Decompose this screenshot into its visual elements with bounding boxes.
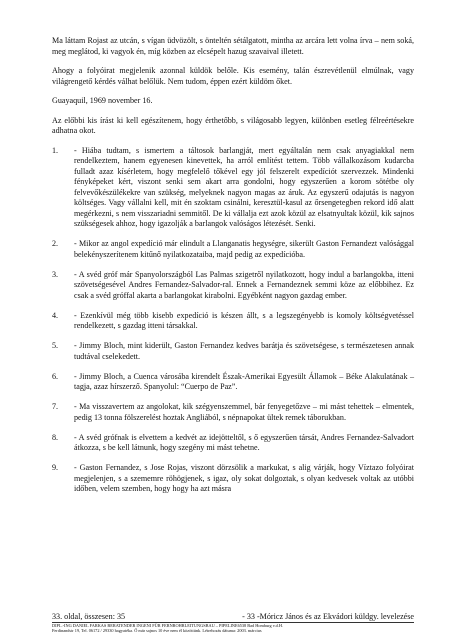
list-item-text: - Ezenkívül még több kisebb expedíció is készen állt, s a legszegényebb is komoly költségvetéssel rendelkezett, s gazdag itteni társakkal.: [74, 310, 414, 330]
numbered-list: [52, 146, 414, 495]
list-item: [52, 402, 414, 423]
list-item: [52, 463, 414, 495]
list-item: [52, 239, 414, 260]
list-number: 9.: [52, 463, 59, 472]
list-item-text: - Ma visszavertem az angolokat, kik szégyenszemmel, bár fenyegetőzve – mi mást tehettek – elmentek, pedig 13 tonna fölszerelést hoztak Angliából, s népnapokat ültek remek táborukban.: [74, 402, 414, 422]
document-page: [52, 36, 414, 504]
list-item: [52, 372, 414, 393]
list-item: [52, 433, 414, 454]
list-item-text: - Jimmy Bloch, a Cuenca városába kirendelt Észak-Amerikai Egyesült Államok – Béke Alakulatának – tagja, azaz hírszerző. Spanyolul: “Cuerpo de Paz”.: [74, 371, 414, 391]
list-number: 2.: [52, 239, 59, 248]
list-item-text: - A svéd grófnak is elvettem a kedvét az idejötteltől, s ő egyszerűen társát, Andres Fernandez-Salvadort átkozza, s be kell látnunk, hogy szegény mi mást tehetne.: [74, 432, 414, 452]
footer-address-line: Ferdinandstr 19, Tel. 06172 / 29330 hagyatéka. Ő már sajnos 10 éve nem él közöttünk. Létrehozás dátuma: 2003. március: [52, 627, 262, 633]
list-item-text: - Mikor az angol expedíció már elindult a Llanganatis hegységre, sikerült Gaston Fernandezt valósággal belekényszerítenem kitűnő nyilatkozataiba, majd pedig az expedícióba.: [74, 239, 414, 259]
paragraph-supplement: Az előbbi kis írást ki kell egészítenem, hogy érthetőbb, s világosabb legyen, különben esetleg félreértésekre adhatna okot.: [52, 115, 414, 135]
list-item-text: - Hiába tudtam, s ismertem a táltosok barlangját, mert egyáltalán nem csak anyagiakkal nem rendelkeztem, hanem egyenesen kinevettek, ha arról említést tettem. Több vállalkozásom kudarcba fulladt azaz kísérletem, hogy megfelelő tőkével egy jól felszerelt expedíciót szervezzek. Mindenki fényképeket kért, viszont senki sem akart arra gondolni, hogy egyszerűen a korom sötétbe oly felvevőkészülékekre van szükség, melyeknek nagyon magas az áruk. Az egyszerű odajutás is nagyon költséges. Vagy vállalni kell, mit én szoktam csinálni, keresztül-kasul az őrsengetegben rekord idő alatt megérkezni, s nem visszariadni semmitől. De ki vállalja ezt azok közül az elsatnyultak közül, kik sajnos szükségesek ahhoz, hogy igazolják a barlangok valóságos létezését. Senki.: [74, 145, 414, 228]
list-item-text: - A svéd gróf már Spanyolországból Las Palmas szigetről nyilatkozott, hogy indul a barlangokba, itteni szövetségesével Andres Fernandez-Salvador-ral. Ennek a Fernandeznek semmi köze az előbbihez. Ez csak a svéd gróffal akarta a barlangokat kirabolni. Egyébként nagyon gazdag ember.: [74, 269, 414, 300]
list-item: [52, 146, 414, 230]
list-number: 8.: [52, 432, 59, 442]
list-item: [52, 270, 414, 302]
paragraph-journal: Ahogy a folyóirat megjelenik azonnal küldök belőle. Kis esemény, talán észrevétlenül elmúlnak, vagy világrengető kérdés válhat belőlük. Nem tudom, éppen ezért küldöm őket.: [52, 66, 414, 86]
list-item: [52, 341, 414, 362]
list-item-text: - Gaston Fernandez, s Jose Rojas, viszont dörzsölik a markukat, s alig várják, hogy Víztazo folyóirat megjelenjen, s a szememre röhögjenek, s igaz, oly sokat dolgoztak, s olyan kedvesek voltak az utóbbi időben, velem szemben, hogy hogy ha azt másra: [74, 463, 414, 493]
date-line: Guayaquil, 1969 november 16.: [52, 96, 153, 105]
paragraph-rojas: Ma láttam Rojast az utcán, s vígan üdvözölt, s önteltén sétálgatott, mintha az arcára lett volna írva – nem soká, meg meglátod, ki vagyok én, míg közben az elcsépelt hazug szavaival illetett.: [52, 36, 414, 56]
footer-header-row: [52, 612, 414, 623]
list-number: 3.: [52, 269, 59, 279]
list-number: 4.: [52, 310, 59, 320]
list-number: 5.: [52, 341, 59, 350]
page-footer: [52, 612, 414, 633]
document-title: - 33 -Móricz János és az Ekvádori küldgy. levelezése: [242, 612, 414, 621]
footer-author-line: DIPL.-ING DANIEL FARKAS BERATENDER INGENI FÜR FERNROHRLEITUNGSBAU – PIPELINE6538 Bad Homburg v.d.H.: [52, 622, 284, 628]
list-item: [52, 311, 414, 332]
list-number: 7.: [52, 402, 59, 411]
list-number: 6.: [52, 371, 59, 381]
list-item-text: - Jimmy Bloch, mint kiderült, Gaston Fernandez kedves barátja és szövetségese, s természetesen annak tudtával cselekedett.: [74, 341, 414, 361]
page-count: 33. oldal, összesen: 35: [52, 612, 126, 621]
list-number: 1.: [52, 145, 59, 155]
